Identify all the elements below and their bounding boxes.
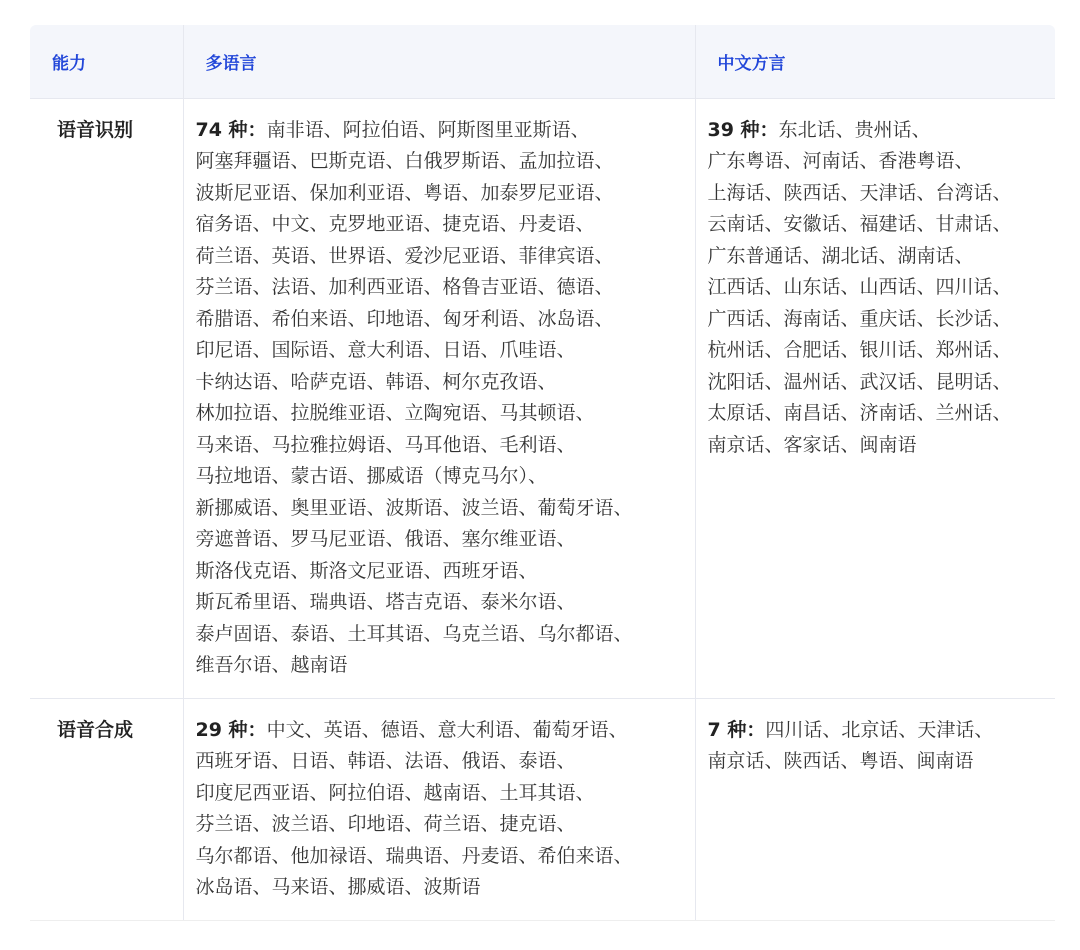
- language-list-line: [196, 493, 695, 525]
- language-list-line: [196, 335, 695, 367]
- language-list-line: [196, 746, 695, 778]
- language-list-line: [708, 746, 1056, 778]
- language-names: 芬兰语、波兰语、印地语、荷兰语、捷克语、: [195, 813, 576, 835]
- asr-dialect-list: [708, 115, 1056, 462]
- asr-multilingual-list: [196, 115, 695, 682]
- language-names: 宿务语、中文、克罗地亚语、捷克语、丹麦语、: [195, 213, 595, 235]
- language-count: 7 种：: [707, 718, 766, 741]
- language-list-line: [708, 335, 1056, 367]
- language-list-line: [708, 430, 1056, 462]
- language-names: 四川话、北京话、天津话、: [765, 718, 994, 741]
- language-list-line: [196, 367, 695, 399]
- language-list-line: [196, 650, 695, 682]
- language-names: 南京话、陕西话、粤语、闽南语: [707, 750, 974, 772]
- language-list-line: [196, 304, 695, 336]
- language-names: 印度尼西亚语、阿拉伯语、越南语、土耳其语、: [195, 781, 595, 804]
- language-list-line: [196, 556, 695, 588]
- asr-dialect-cell: [695, 98, 1055, 698]
- language-names: 中文、英语、德语、意大利语、葡萄牙语、: [266, 718, 628, 741]
- language-list-line: [196, 209, 695, 241]
- language-list-line: [708, 398, 1056, 430]
- language-list-line: [196, 430, 695, 462]
- language-names: 旁遮普语、罗马尼亚语、俄语、塞尔维亚语、: [195, 528, 576, 550]
- language-names: 南京话、客家话、闽南语: [707, 433, 917, 456]
- language-names: 西班牙语、日语、韩语、法语、俄语、泰语、: [195, 750, 576, 772]
- language-names: 希腊语、希伯来语、印地语、匈牙利语、冰岛语、: [195, 307, 614, 330]
- language-list-line: [196, 587, 695, 619]
- tts-multilingual-cell: [183, 698, 695, 920]
- language-names: 芬兰语、法语、加利西亚语、格鲁吉亚语、德语、: [195, 276, 614, 298]
- tts-multilingual-list: [196, 715, 695, 904]
- language-list-line: [708, 115, 1056, 147]
- language-list-line: [708, 146, 1056, 178]
- language-list-line: [196, 146, 695, 178]
- language-list-line: [196, 398, 695, 430]
- language-list-line: [196, 619, 695, 651]
- language-names: 阿塞拜疆语、巴斯克语、白俄罗斯语、孟加拉语、: [195, 150, 614, 172]
- language-list-line: [196, 841, 695, 873]
- capability-speech-synthesis: 语音合成: [30, 698, 183, 920]
- language-list-line: [708, 367, 1056, 399]
- header-capability: 能力: [30, 25, 183, 98]
- language-names: 冰岛语、马来语、挪威语、波斯语: [195, 876, 481, 898]
- language-count: 74 种：: [195, 118, 267, 141]
- table-row-speech-synthesis: [30, 698, 1055, 920]
- language-names: 乌尔都语、他加禄语、瑞典语、丹麦语、希伯来语、: [195, 844, 633, 867]
- language-names: 马拉地语、蒙古语、挪威语（博克马尔）、: [195, 465, 548, 487]
- language-names: 卡纳达语、哈萨克语、韩语、柯尔克孜语、: [195, 370, 557, 393]
- language-list-line: [708, 241, 1056, 273]
- language-names: 泰卢固语、泰语、土耳其语、乌克兰语、乌尔都语、: [195, 622, 633, 645]
- language-names: 广东粤语、河南话、香港粤语、: [707, 150, 974, 172]
- language-list-line: [196, 461, 695, 493]
- language-names: 广东普通话、湖北话、湖南话、: [707, 244, 974, 267]
- language-names: 杭州话、合肥话、银川话、郑州话、: [707, 339, 1012, 361]
- language-list-line: [196, 272, 695, 304]
- language-names: 沈阳话、温州话、武汉话、昆明话、: [707, 370, 1012, 393]
- language-names: 斯瓦希里语、瑞典语、塔吉克语、泰米尔语、: [195, 591, 576, 613]
- language-names: 荷兰语、英语、世界语、爱沙尼亚语、菲律宾语、: [195, 244, 614, 267]
- asr-multilingual-cell: [183, 98, 695, 698]
- language-count: 39 种：: [707, 118, 779, 141]
- language-names: 广西话、海南话、重庆话、长沙话、: [707, 307, 1012, 330]
- language-list-line: [196, 178, 695, 210]
- language-names: 江西话、山东话、山西话、四川话、: [707, 276, 1012, 298]
- tts-dialect-cell: [695, 698, 1055, 920]
- language-names: 林加拉语、拉脱维亚语、立陶宛语、马其顿语、: [195, 402, 595, 424]
- language-list-line: [196, 778, 695, 810]
- language-names: 斯洛伐克语、斯洛文尼亚语、西班牙语、: [195, 559, 538, 582]
- table-header-row: [30, 25, 1055, 98]
- language-names: 维吾尔语、越南语: [195, 654, 348, 676]
- language-list-line: [708, 272, 1056, 304]
- language-list-line: [196, 241, 695, 273]
- language-names: 太原话、南昌话、济南话、兰州话、: [707, 402, 1012, 424]
- language-names: 波斯尼亚语、保加利亚语、粤语、加泰罗尼亚语、: [195, 181, 614, 204]
- language-list-line: [708, 715, 1056, 747]
- language-list-line: [196, 715, 695, 747]
- language-names: 东北话、贵州话、: [778, 118, 931, 141]
- language-names: 新挪威语、奥里亚语、波斯语、波兰语、葡萄牙语、: [195, 496, 633, 519]
- language-names: 云南话、安徽话、福建话、甘肃话、: [707, 213, 1012, 235]
- capability-speech-recognition: 语音识别: [30, 98, 183, 698]
- language-list-line: [196, 809, 695, 841]
- language-names: 上海话、陕西话、天津话、台湾话、: [707, 181, 1012, 204]
- tts-dialect-list: [708, 715, 1056, 778]
- language-names: 南非语、阿拉伯语、阿斯图里亚斯语、: [266, 118, 590, 141]
- language-list-line: [708, 304, 1056, 336]
- language-capability-table: [30, 25, 1055, 921]
- header-multilingual: 多语言: [183, 25, 695, 98]
- language-list-line: [196, 524, 695, 556]
- table-row-speech-recognition: [30, 98, 1055, 698]
- language-list-line: [708, 209, 1056, 241]
- language-list-line: [708, 178, 1056, 210]
- language-list-line: [196, 872, 695, 904]
- header-dialects: 中文方言: [695, 25, 1055, 98]
- language-names: 马来语、马拉雅拉姆语、马耳他语、毛利语、: [195, 433, 576, 456]
- language-count: 29 种：: [195, 718, 267, 741]
- language-list-line: [196, 115, 695, 147]
- language-names: 印尼语、国际语、意大利语、日语、爪哇语、: [195, 339, 576, 361]
